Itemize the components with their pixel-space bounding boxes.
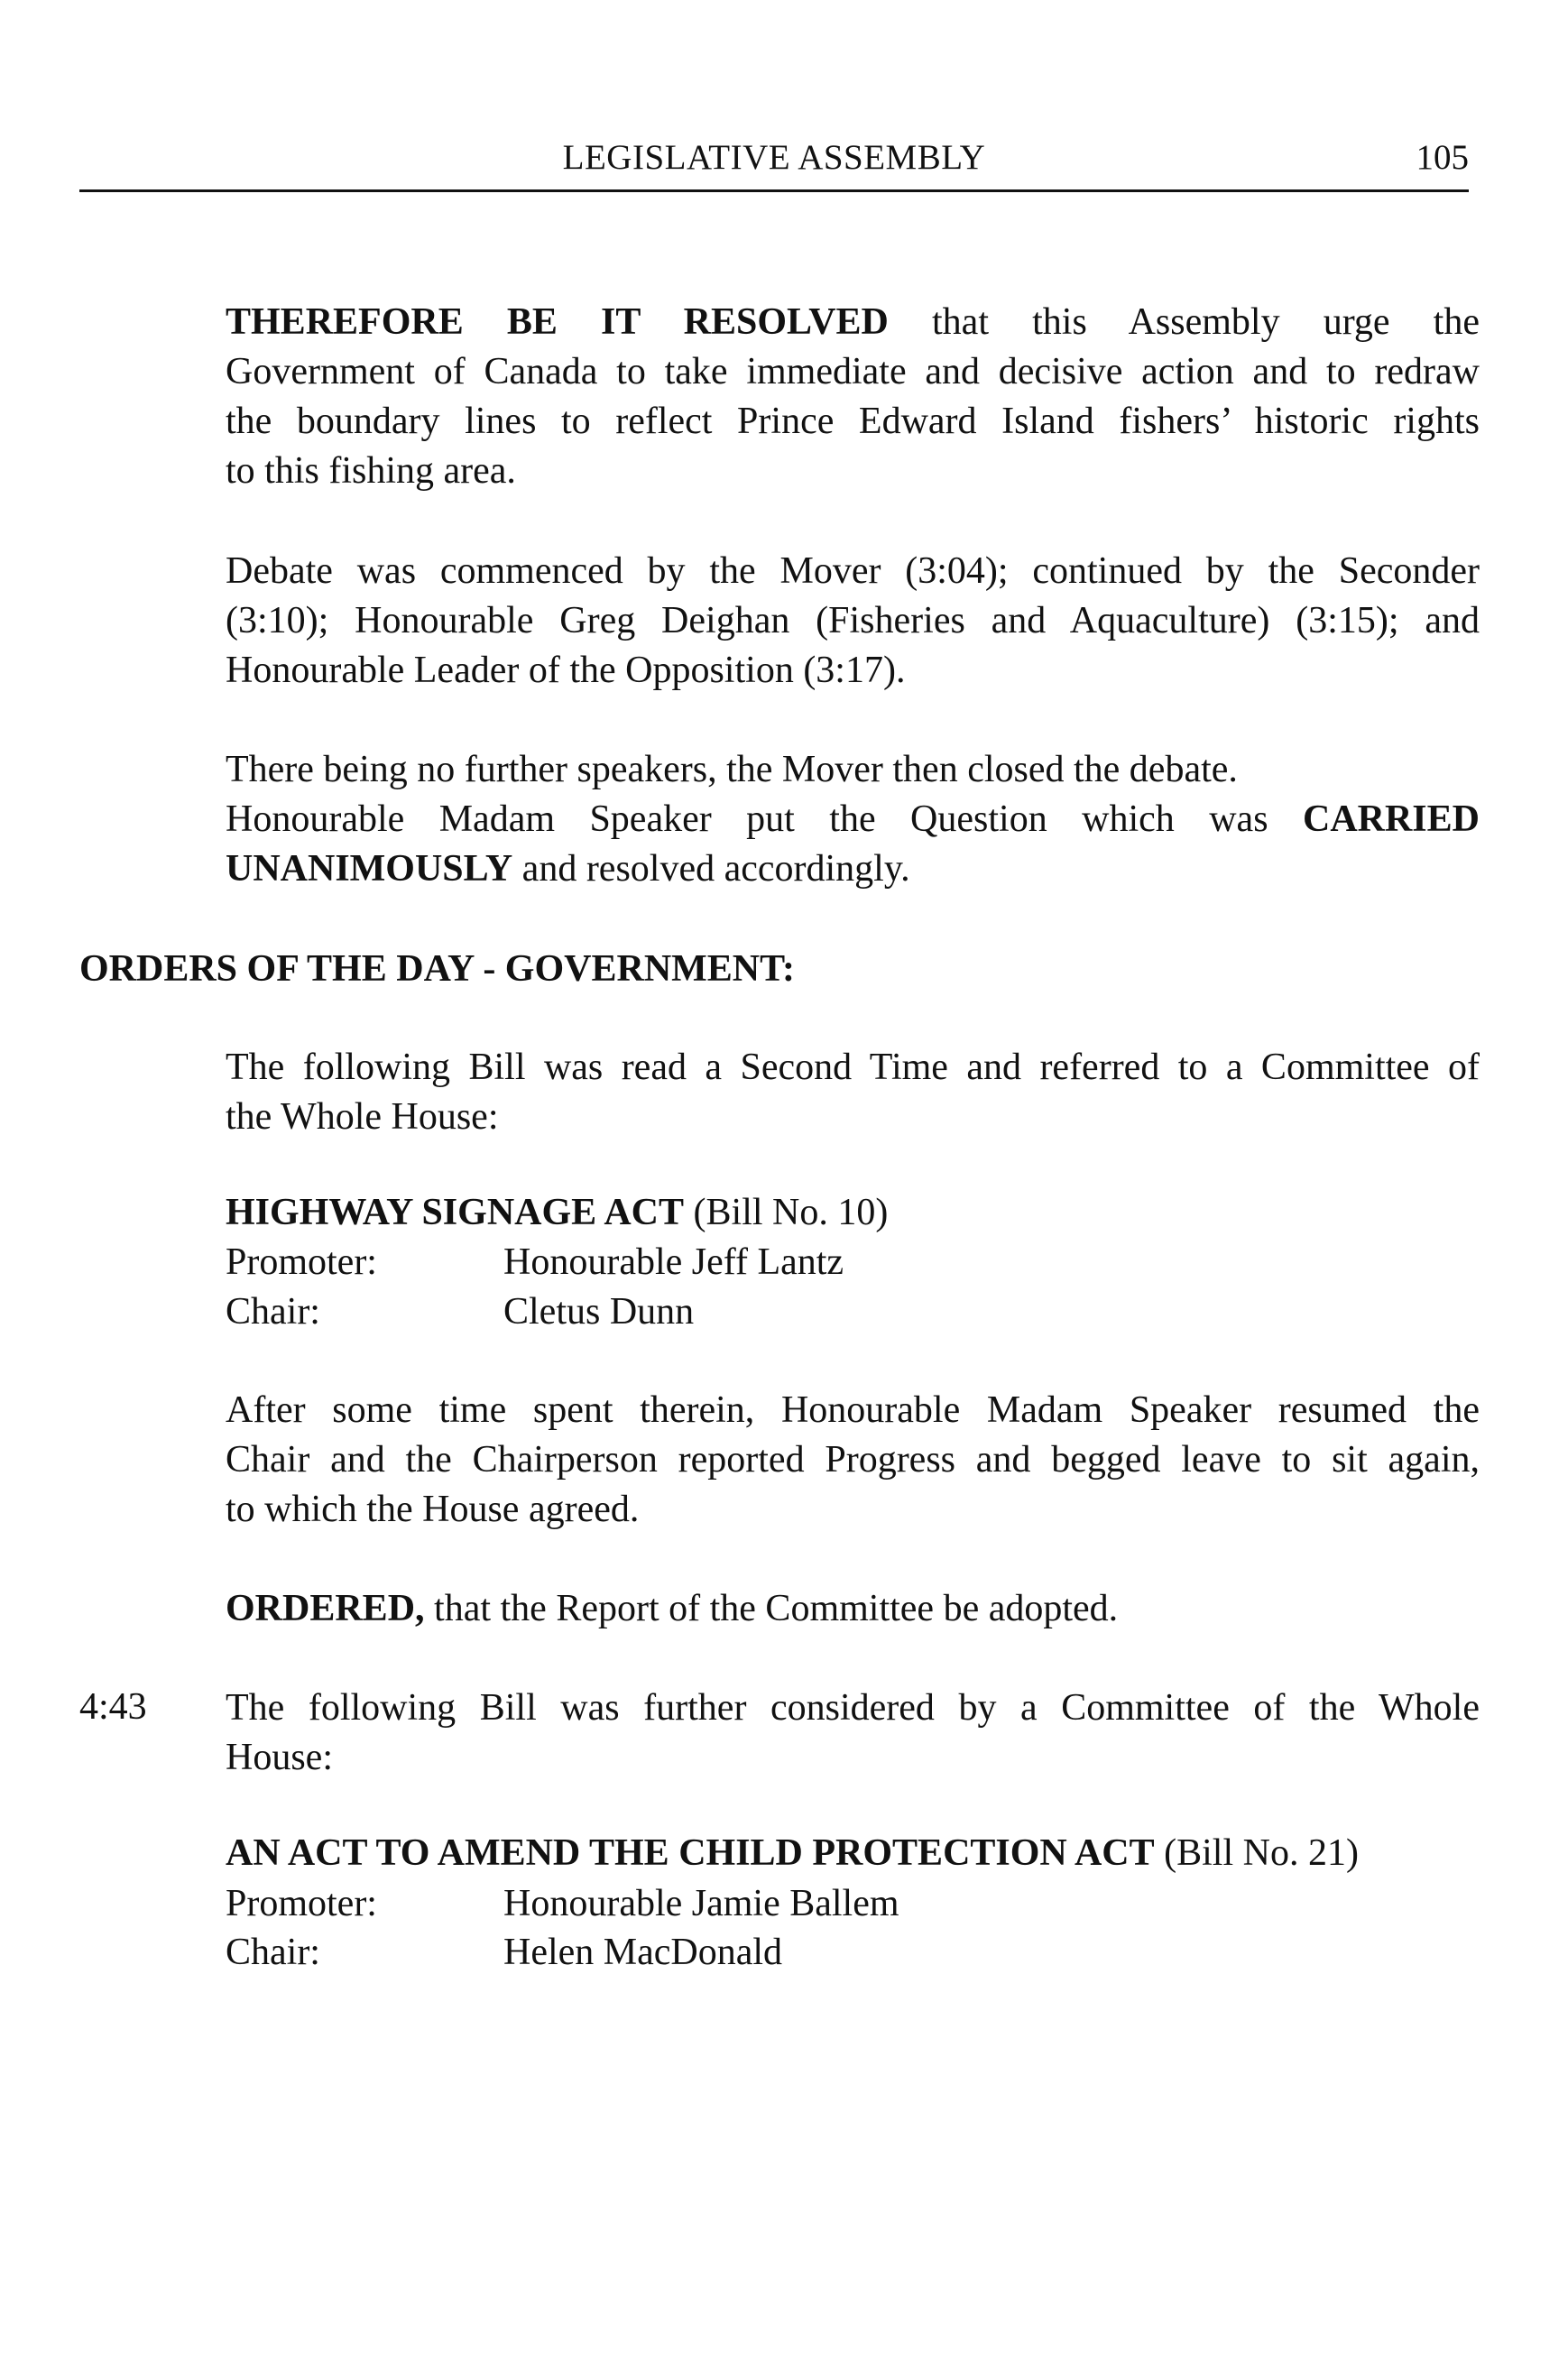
closing-line: UNANIMOUSLY and resolved accordingly.: [226, 848, 910, 890]
page-number: 105: [1416, 138, 1469, 177]
resolution-line: to this fishing area.: [226, 450, 516, 492]
header-rule: [79, 189, 1469, 192]
page-header: [79, 137, 1469, 188]
second-reading-line: the Whole House:: [226, 1096, 499, 1138]
orders-of-the-day-heading: ORDERS OF THE DAY - GOVERNMENT:: [79, 948, 796, 990]
chair-label: Chair:: [226, 1291, 320, 1333]
progress-line: Chair and the Chairperson reported Progress and begged leave to sit again,: [226, 1439, 1480, 1481]
second-reading-line: The following Bill was read a Second Time and referred to a Committee of: [226, 1047, 1480, 1088]
closing-line: There being no further speakers, the Mover then closed the debate.: [226, 749, 1238, 790]
promoter-label: Promoter:: [226, 1241, 377, 1283]
further-line: The following Bill was further considered by a Committee of the Whole: [226, 1687, 1480, 1729]
promoter-name: Honourable Jamie Ballem: [503, 1883, 899, 1924]
progress-line: to which the House agreed.: [226, 1489, 640, 1530]
resolution-lead: THEREFORE BE IT RESOLVED: [226, 301, 889, 343]
resolution-paragraph: [226, 298, 1480, 496]
bill-title: HIGHWAY SIGNAGE ACT (Bill No. 10): [226, 1192, 889, 1233]
debate-paragraph: [226, 547, 1480, 696]
closing-paragraph: [226, 745, 1480, 894]
margin-time: 4:43: [79, 1686, 147, 1728]
bill-title: AN ACT TO AMEND THE CHILD PROTECTION ACT (Bill No. 21): [226, 1832, 1359, 1874]
progress-line: After some time spent therein, Honourable Madam Speaker resumed the: [226, 1389, 1480, 1431]
promoter-name: Honourable Jeff Lantz: [503, 1241, 844, 1283]
debate-line: Debate was commenced by the Mover (3:04); continued by the Seconder: [226, 550, 1480, 592]
chair-name: Helen MacDonald: [503, 1932, 783, 1973]
debate-line: (3:10); Honourable Greg Deighan (Fisheries and Aquaculture) (3:15); and: [226, 600, 1480, 641]
debate-line: Honourable Leader of the Opposition (3:17).: [226, 650, 906, 691]
further-line: House:: [226, 1737, 333, 1778]
chair-name: Cletus Dunn: [503, 1291, 695, 1333]
progress-paragraph: [226, 1386, 1480, 1535]
running-head: LEGISLATIVE ASSEMBLY: [562, 138, 986, 177]
chair-label: Chair:: [226, 1932, 320, 1973]
further-paragraph: [226, 1684, 1480, 1783]
resolution-line: the boundary lines to reflect Prince Edward Island fishers’ historic rights: [226, 401, 1480, 442]
promoter-label: Promoter:: [226, 1883, 377, 1924]
ordered-paragraph: [226, 1584, 1480, 1634]
carried-label: CARRIED: [1302, 798, 1480, 840]
resolution-line: Government of Canada to take immediate and decisive action and to redraw: [226, 351, 1480, 392]
closing-line: Honourable Madam Speaker put the Question which was CARRIED: [226, 798, 1480, 840]
second-reading-paragraph: [226, 1043, 1480, 1142]
ordered-line: ORDERED, that the Report of the Committee be adopted.: [226, 1588, 1119, 1629]
unanimously-label: UNANIMOUSLY: [226, 848, 513, 890]
ordered-lead: ORDERED,: [226, 1588, 425, 1629]
resolution-line: THEREFORE BE IT RESOLVED that this Assembly urge the: [226, 301, 1480, 343]
